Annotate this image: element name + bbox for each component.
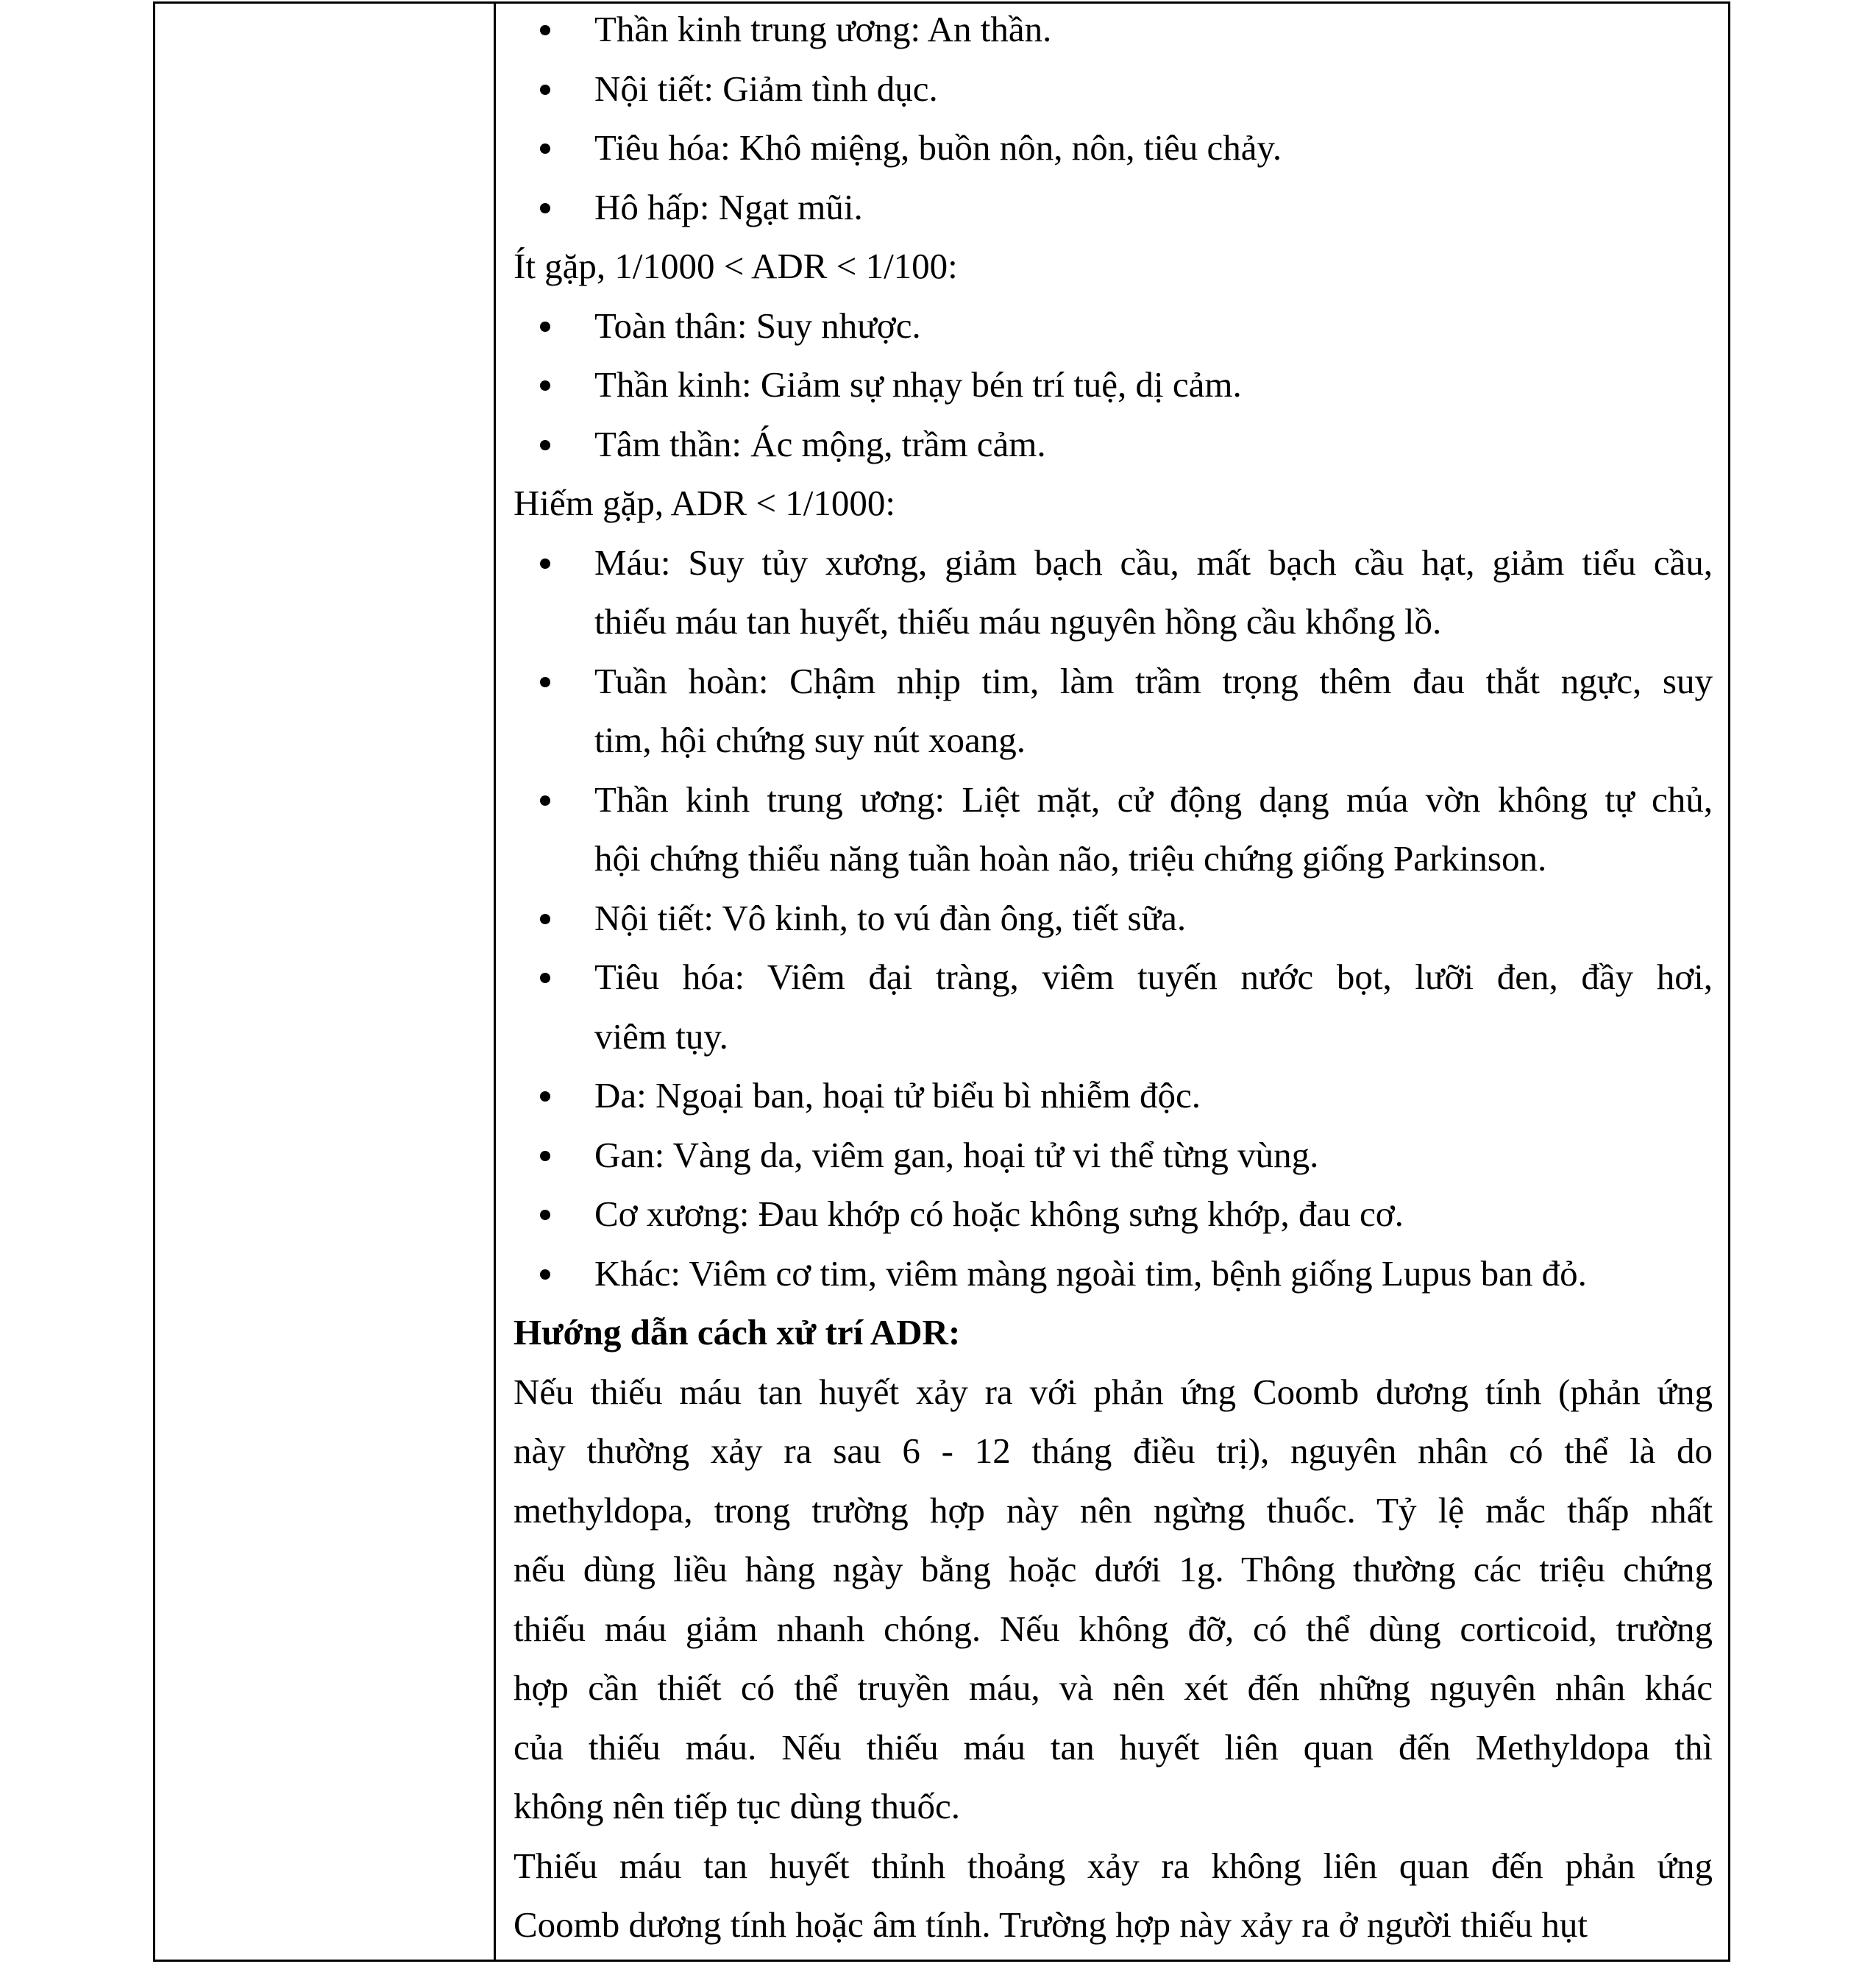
column-divider (494, 1, 496, 1962)
bullet-item (514, 533, 1713, 592)
bullet-icon (540, 143, 550, 154)
bullet-icon (540, 25, 550, 35)
bullet-item (514, 1066, 1713, 1125)
bullet-text: hội chứng thiểu năng tuần hoàn não, triệu chứng giống Parkinson. (594, 838, 1547, 879)
bullet-item-continuation (514, 829, 1713, 888)
bullet-text: Nội tiết: Giảm tình dục. (594, 68, 938, 109)
paragraph-line: Coomb dương tính hoặc âm tính. Trường hợp này xảy ra ở người thiếu hụt (514, 1904, 1588, 1945)
bullet-item-continuation (514, 711, 1713, 770)
bullet-icon (540, 1269, 550, 1280)
bullet-icon (540, 1091, 550, 1102)
bullet-text: Thần kinh: Giảm sự nhạy bén trí tuệ, dị cảm. (594, 364, 1242, 405)
bullet-item (514, 1185, 1713, 1244)
bullet-item (514, 118, 1713, 177)
bullet-icon (540, 380, 550, 391)
bullet-text: Cơ xương: Đau khớp có hoặc không sưng khớp, đau cơ. (594, 1194, 1404, 1234)
paragraph-line: hợp cần thiết có thể truyền máu, và nên xét đến những nguyên nhân khác (514, 1667, 1713, 1708)
paragraph-line: methyldopa, trong trường hợp này nên ngừng thuốc. Tỷ lệ mắc thấp nhất (514, 1489, 1713, 1531)
paragraph-line: Thiếu máu tan huyết thỉnh thoảng xảy ra không liên quan đến phản ứng (514, 1845, 1713, 1886)
paragraph-line: Ít gặp, 1/1000 < ADR < 1/100: (514, 246, 958, 286)
bullet-item (514, 297, 1713, 355)
bullet-icon (540, 973, 550, 983)
paragraph-line: Nếu thiếu máu tan huyết xảy ra với phản ứng Coomb dương tính (phản ứng (514, 1371, 1713, 1412)
bullet-icon (540, 322, 550, 332)
bullet-text: Tiêu hóa: Viêm đại tràng, viêm tuyến nước bọt, lưỡi đen, đầy hơi, (594, 957, 1713, 997)
bullet-icon (540, 203, 550, 213)
bullet-icon (540, 559, 550, 569)
bullet-text: Khác: Viêm cơ tim, viêm màng ngoài tim, bệnh giống Lupus ban đỏ. (594, 1252, 1587, 1294)
bullet-text: thiếu máu tan huyết, thiếu máu nguyên hồng cầu khổng lồ. (594, 601, 1442, 642)
bullet-icon (540, 1151, 550, 1161)
bullet-text: Toàn thân: Suy nhược. (594, 305, 921, 346)
bullet-item-continuation (514, 592, 1713, 651)
bullet-item (514, 1244, 1713, 1303)
paragraph-line: của thiếu máu. Nếu thiếu máu tan huyết liên quan đến Methyldopa thì (514, 1726, 1713, 1767)
bullet-item (514, 60, 1713, 118)
bullet-text: Nội tiết: Vô kinh, to vú đàn ông, tiết sữa. (594, 897, 1187, 938)
bullet-text: Thần kinh trung ương: An thần. (594, 9, 1052, 49)
paragraph-line: Hiếm gặp, ADR < 1/1000: (514, 483, 895, 523)
bullet-text: Tâm thần: Ác mộng, trầm cảm. (594, 423, 1046, 464)
bullet-item (514, 652, 1713, 711)
bullet-icon (540, 85, 550, 95)
paragraph-line: này thường xảy ra sau 6 - 12 tháng điều trị), nguyên nhân có thể là do (514, 1430, 1713, 1471)
section-heading: Hướng dẫn cách xử trí ADR: (514, 1312, 961, 1352)
bullet-item (514, 948, 1713, 1007)
bullet-icon (540, 795, 550, 806)
bullet-item (514, 889, 1713, 948)
bullet-item-continuation (514, 1007, 1713, 1066)
bullet-text: Hô hấp: Ngạt mũi. (594, 186, 863, 227)
bullet-text: viêm tụy. (594, 1015, 728, 1057)
bullet-text: Tuần hoàn: Chậm nhịp tim, làm trầm trọng thêm đau thắt ngực, suy (594, 660, 1713, 701)
bullet-text: Da: Ngoại ban, hoại tử biểu bì nhiễm độc. (594, 1075, 1201, 1116)
bullet-text: Máu: Suy tủy xương, giảm bạch cầu, mất bạch cầu hạt, giảm tiểu cầu, (594, 542, 1713, 583)
bullet-icon (540, 677, 550, 687)
bullet-text: Tiêu hóa: Khô miệng, buồn nôn, nôn, tiêu chảy. (594, 127, 1282, 168)
bullet-icon (540, 1210, 550, 1220)
bullet-icon (540, 440, 550, 450)
bullet-item (514, 178, 1713, 237)
bullet-text: Gan: Vàng da, viêm gan, hoại tử vi thể từng vùng. (594, 1134, 1319, 1175)
paragraph-line: không nên tiếp tục dùng thuốc. (514, 1786, 960, 1826)
bullet-item (514, 1126, 1713, 1185)
paragraph-line: nếu dùng liều hàng ngày bằng hoặc dưới 1g. Thông thường các triệu chứng (514, 1549, 1713, 1589)
bullet-text: Thần kinh trung ương: Liệt mặt, cử động dạng múa vờn không tự chủ, (594, 779, 1713, 820)
bullet-item (514, 355, 1713, 414)
paragraph-line: thiếu máu giảm nhanh chóng. Nếu không đỡ, có thể dùng corticoid, trường (514, 1608, 1713, 1649)
bullet-item (514, 0, 1713, 59)
bullet-item (514, 770, 1713, 829)
bullet-text: tim, hội chứng suy nút xoang. (594, 720, 1026, 760)
bullet-icon (540, 914, 550, 924)
bullet-item (514, 415, 1713, 474)
